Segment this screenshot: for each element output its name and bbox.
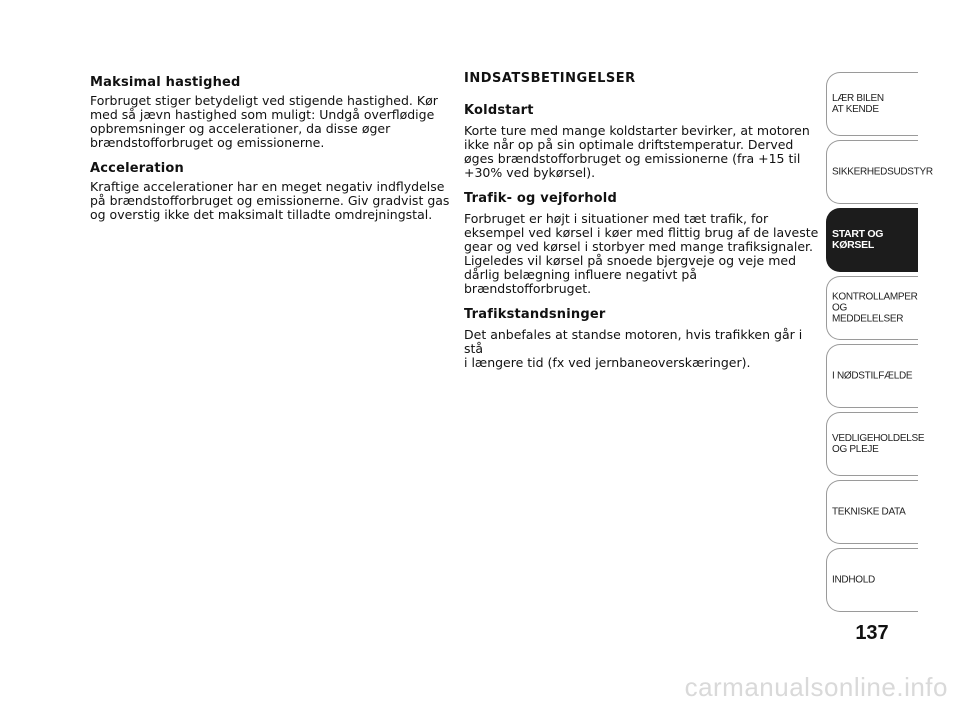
chapter-tabs	[826, 72, 933, 616]
tab-label: I NØDSTILFÆLDE	[832, 370, 913, 382]
section-body: Forbruget stiger betydeligt ved stigende hastighed. Kør med så jævn hastighed som muligt: Undgå overflødige opbremsninger og accelerationer, da disse øger brændstofforbruget og emissionerne.	[90, 93, 438, 150]
tab-label: TEKNISKE DATA	[832, 506, 906, 518]
section-heading: Koldstart	[464, 103, 534, 118]
left-column	[90, 76, 452, 234]
section-body: Korte ture med mange koldstarter bevirker, at motoren ikke når op på sin optimale driftstemperatur. Derved øges brændstofforbruget og emissionerne (fra +15 til +30% ved bykørsel).	[464, 123, 810, 180]
section-heading: Trafik- og vejforhold	[464, 191, 617, 206]
tab-label: INDHOLD	[832, 574, 875, 586]
section-trafik-og-vejforhold	[464, 192, 820, 296]
section-body: Kraftige accelerationer har en meget negativ indflydelse på brændstofforbruget og emissionerne. Giv gradvist gas og overstig ikke det maksimalt tilladte omdrejningstal.	[90, 179, 450, 222]
section-body: Forbruget er højt i situationer med tæt trafik, for eksempel ved kørsel i køer med flittig brug af de laveste gear og ved kørsel i storbyer med mange trafiksignaler. Ligeledes vil kørsel på snoede bjergveje og veje med dårlig belægning influere negativt på brændstofforbruget.	[464, 211, 819, 296]
tab-start-og-korsel[interactable]	[826, 208, 918, 272]
section-heading: Trafikstandsninger	[464, 307, 606, 322]
section-body: Det anbefales at standse motoren, hvis trafikken går i stå i længere tid (fx ved jernbaneoverskæringer).	[464, 327, 803, 370]
section-acceleration	[90, 162, 452, 222]
tab-sikkerhedsudstyr[interactable]	[826, 140, 933, 204]
section-heading: Acceleration	[90, 161, 185, 176]
tab-label: LÆR BILEN AT KENDE	[832, 93, 884, 115]
section-koldstart	[464, 104, 820, 180]
tab-kontrollamper[interactable]	[826, 276, 918, 340]
tab-label: VEDLIGEHOLDELSE OG PLEJE	[832, 433, 925, 455]
section-maksimal-hastighed	[90, 76, 452, 150]
tab-label: SIKKERHEDSUDSTYR	[832, 166, 933, 178]
tab-tekniske-data[interactable]	[826, 480, 918, 544]
watermark: carmanualsonline.info	[684, 672, 948, 702]
tab-laer-bilen-at-kende[interactable]	[826, 72, 918, 136]
section-trafikstandsninger	[464, 308, 820, 370]
section-heading: Maksimal hastighed	[90, 75, 241, 90]
page-number: 137	[855, 622, 889, 644]
tab-i-nodstilfaelde[interactable]	[826, 344, 918, 408]
page-title: INDSATSBETINGELSER	[464, 71, 636, 86]
tab-vedligeholdelse[interactable]	[826, 412, 925, 476]
right-column	[464, 72, 820, 382]
tab-label: KONTROLLAMPER OG MEDDELELSER	[832, 291, 918, 325]
tab-indhold[interactable]	[826, 548, 918, 612]
tab-label: START OG KØRSEL	[832, 228, 884, 251]
